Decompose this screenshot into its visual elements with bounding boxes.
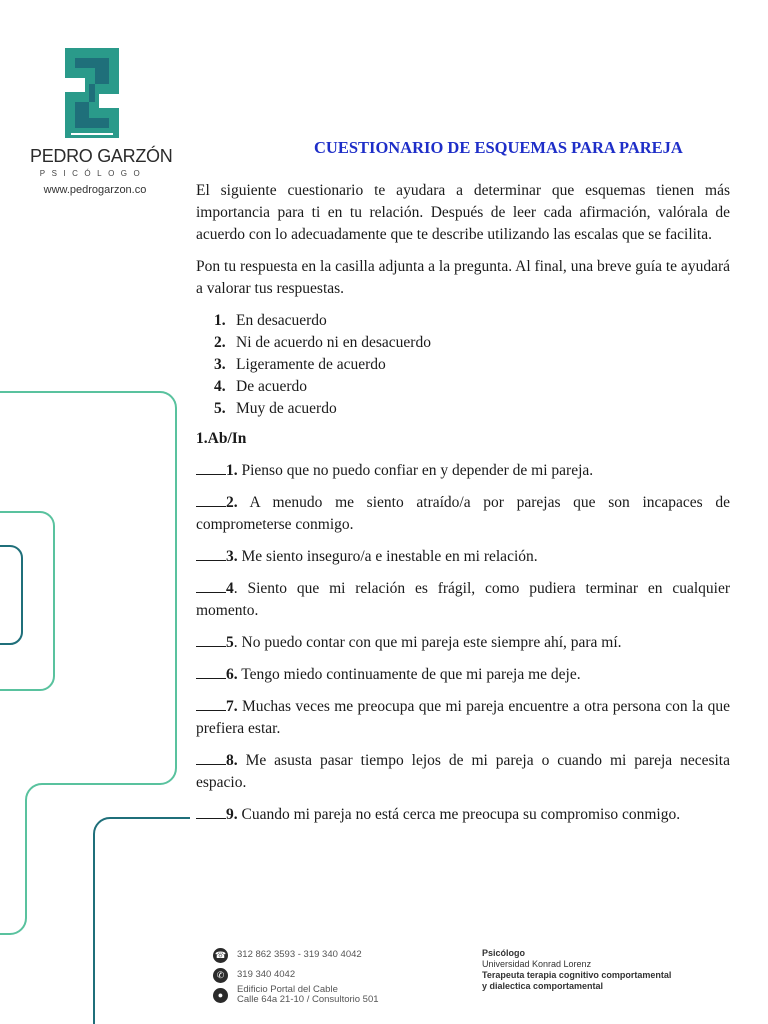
footer-university: Universidad Konrad Lorenz bbox=[482, 959, 592, 969]
question-item bbox=[196, 664, 730, 686]
question-text: Tengo miedo continuamente de que mi pareja me deje. bbox=[237, 666, 581, 683]
answer-blank[interactable] bbox=[196, 460, 226, 475]
question-number: 5 bbox=[226, 634, 234, 651]
question-item bbox=[196, 632, 730, 654]
logo-website: www.pedrogarzon.co bbox=[43, 184, 147, 196]
footer-address-line1: Edificio Portal del Cable bbox=[237, 984, 338, 995]
question-text: Pienso que no puedo confiar en y depender de mi pareja. bbox=[237, 462, 594, 479]
scale-label: Muy de acuerdo bbox=[236, 400, 337, 417]
footer-contacts bbox=[213, 945, 379, 1005]
question-text: Cuando mi pareja no está cerca me preocupa su compromiso conmigo. bbox=[237, 806, 681, 823]
question-item bbox=[196, 750, 730, 794]
question-number: 1. bbox=[226, 462, 238, 479]
logo-subtitle: PSICÓLOGO bbox=[39, 169, 147, 178]
logo-mark-icon bbox=[65, 48, 119, 138]
logo-name: PEDRO GARZÓN bbox=[30, 146, 173, 166]
question-item bbox=[196, 804, 730, 826]
question-number: 4 bbox=[226, 580, 234, 597]
footer-address-row bbox=[213, 985, 379, 1005]
scale-number: 4. bbox=[214, 378, 226, 395]
footer-whatsapp: 319 340 4042 bbox=[237, 969, 296, 980]
footer-role: Psicólogo bbox=[482, 948, 526, 958]
question-item bbox=[196, 578, 730, 622]
document-title: CUESTIONARIO DE ESQUEMAS PARA PAREJA bbox=[314, 138, 683, 157]
answer-blank[interactable] bbox=[196, 492, 226, 507]
question-item bbox=[196, 696, 730, 740]
question-text: Muchas veces me preocupa que mi pareja encuentre a otra persona con la que prefiera estar. bbox=[196, 698, 730, 737]
question-text: Me asusta pasar tiempo lejos de mi pareja o cuando mi pareja necesita espacio. bbox=[196, 752, 730, 791]
question-item bbox=[196, 460, 730, 482]
footer-specialty-line1: Terapeuta terapia cognitivo comportamental bbox=[482, 970, 672, 980]
scale-label: En desacuerdo bbox=[236, 312, 327, 329]
footer-whatsapp-row bbox=[213, 965, 379, 985]
scale-item bbox=[214, 398, 730, 420]
answer-blank[interactable] bbox=[196, 696, 226, 711]
whatsapp-icon: ✆ bbox=[213, 968, 228, 983]
question-text: . Siento que mi relación es frágil, como pudiera terminar en cualquier momento. bbox=[196, 580, 730, 619]
instructions-paragraph: Pon tu respuesta en la casilla adjunta a la pregunta. Al final, una breve guía te ayudará a valorar tus respuestas. bbox=[196, 258, 730, 297]
question-number: 2. bbox=[226, 494, 238, 511]
question-text: Me siento inseguro/a e inestable en mi relación. bbox=[237, 548, 538, 565]
answer-blank[interactable] bbox=[196, 632, 226, 647]
section-heading: 1.Ab/In bbox=[196, 430, 247, 447]
scale-label: De acuerdo bbox=[236, 378, 307, 395]
footer-specialty-line2: y dialectica comportamental bbox=[482, 981, 604, 991]
scale-label: Ni de acuerdo ni en desacuerdo bbox=[236, 334, 431, 351]
location-pin-icon: ● bbox=[213, 988, 228, 1003]
scale-number: 1. bbox=[214, 312, 226, 329]
question-item bbox=[196, 546, 730, 568]
scale-label: Ligeramente de acuerdo bbox=[236, 356, 386, 373]
question-number: 9. bbox=[226, 806, 238, 823]
answer-blank[interactable] bbox=[196, 578, 226, 593]
scale-item bbox=[214, 310, 730, 332]
footer-phones: 312 862 3593 - 319 340 4042 bbox=[237, 949, 362, 960]
question-number: 8. bbox=[226, 752, 238, 769]
rating-scale-list bbox=[196, 310, 730, 420]
scale-item bbox=[214, 354, 730, 376]
question-number: 3. bbox=[226, 548, 238, 565]
answer-blank[interactable] bbox=[196, 804, 226, 819]
scale-item bbox=[214, 376, 730, 398]
footer-address bbox=[237, 985, 379, 1005]
question-text: . No puedo contar con que mi pareja este siempre ahí, para mí. bbox=[233, 634, 622, 651]
question-item bbox=[196, 492, 730, 536]
document-body bbox=[196, 180, 730, 836]
question-text: A menudo me siento atraído/a por parejas que son incapaces de comprometerse conmigo. bbox=[196, 494, 730, 533]
answer-blank[interactable] bbox=[196, 750, 226, 765]
scale-number: 5. bbox=[214, 400, 226, 417]
phone-icon: ☎ bbox=[213, 948, 228, 963]
footer-credentials bbox=[482, 948, 671, 992]
scale-item bbox=[214, 332, 730, 354]
footer-address-line2: Calle 64a 21-10 / Consultorio 501 bbox=[237, 994, 379, 1005]
scale-number: 2. bbox=[214, 334, 226, 351]
question-number: 7. bbox=[226, 698, 238, 715]
answer-blank[interactable] bbox=[196, 546, 226, 561]
intro-paragraph: El siguiente cuestionario te ayudara a determinar que esquemas tienen más importancia para ti en tu relación. Después de leer cada afirmación, valórala de acuerdo con lo adecuadamente que te describe utilizando las escalas que se facilita. bbox=[196, 182, 730, 243]
scale-number: 3. bbox=[214, 356, 226, 373]
footer-phone-row bbox=[213, 945, 379, 965]
question-number: 6. bbox=[226, 666, 238, 683]
answer-blank[interactable] bbox=[196, 664, 226, 679]
